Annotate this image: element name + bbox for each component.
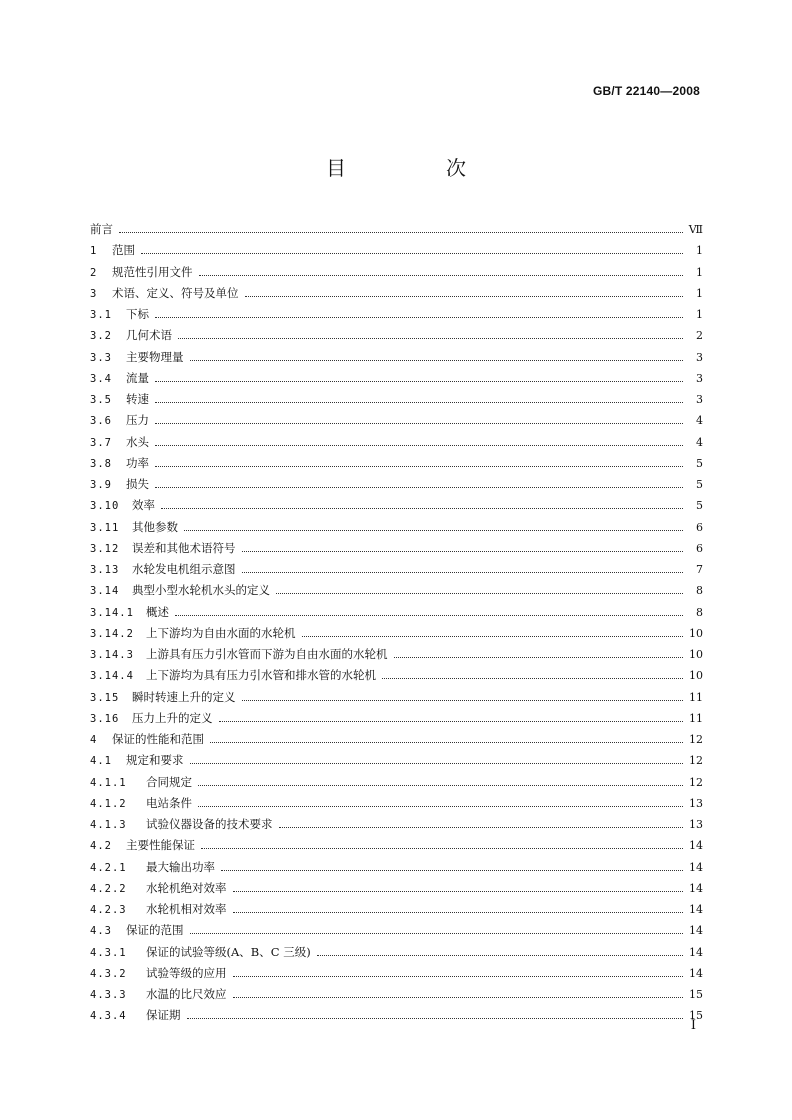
toc-entry-page: 7 (696, 563, 703, 576)
dot-leader (242, 572, 684, 573)
toc-entry-page: 5 (696, 456, 703, 470)
toc-entry-label: 保证的性能和范围 (112, 732, 204, 746)
toc-entry[interactable] (90, 1007, 703, 1028)
toc-entry[interactable] (90, 901, 703, 922)
toc-entry[interactable] (90, 689, 703, 710)
toc-entry[interactable] (90, 327, 703, 348)
toc-entry-page: 15 (689, 988, 703, 1001)
toc-entry[interactable] (90, 922, 703, 943)
toc-entry-page: 12 (689, 754, 703, 768)
toc-entry-number: 3.14.4 (90, 670, 134, 683)
toc-entry-page: 10 (689, 669, 703, 683)
toc-entry-label: 术语、定义、符号及单位 (112, 285, 239, 300)
toc-entry-page: 14 (689, 839, 703, 853)
toc-entry-label: 主要性能保证 (126, 838, 195, 853)
toc-entry[interactable] (90, 349, 703, 370)
toc-entry[interactable] (90, 391, 703, 412)
toc-entry-page: 1 (696, 286, 703, 300)
toc-entry-page: 1 (696, 265, 703, 279)
toc-entry-number: 4.2.2 (90, 882, 127, 895)
toc-entry-page: 5 (696, 478, 703, 491)
toc-entry-page: 10 (689, 626, 703, 640)
toc-entry-label: 规定和要求 (126, 753, 184, 768)
toc-entry-label: 水温的比尺效应 (146, 987, 227, 1001)
toc-entry-page: 5 (696, 499, 703, 513)
dot-leader (175, 615, 683, 616)
dot-leader (219, 721, 684, 722)
dot-leader (161, 508, 683, 509)
dot-leader (178, 338, 683, 339)
toc-entry-page: 13 (689, 796, 703, 810)
toc-entry[interactable] (90, 264, 703, 285)
toc-entry-number: 4.1 (90, 755, 112, 768)
dot-leader (382, 678, 683, 679)
dot-leader (233, 976, 684, 977)
toc-entry[interactable] (90, 859, 703, 880)
toc-entry[interactable] (90, 752, 703, 773)
toc-entry-page: 10 (689, 648, 703, 661)
dot-leader (155, 317, 683, 318)
dot-leader (155, 466, 683, 467)
dot-leader (317, 955, 683, 956)
toc-entry[interactable] (90, 476, 703, 497)
dot-leader (155, 423, 683, 424)
toc-entry-page: 8 (696, 584, 703, 598)
toc-entry-label: 前言 (90, 222, 113, 236)
toc-entry-label: 合同规定 (146, 774, 192, 789)
toc-entry-label: 上下游均为具有压力引水管和排水管的水轮机 (146, 668, 376, 683)
toc-entry[interactable] (90, 795, 703, 816)
toc-entry[interactable] (90, 816, 703, 837)
toc-entry-number: 3.1 (90, 309, 112, 321)
toc-entry-label: 水轮机相对效率 (146, 902, 227, 916)
toc-entry-label: 范围 (112, 243, 135, 258)
toc-entry-number: 3.14.2 (90, 627, 134, 640)
toc-entry-number: 4 (90, 734, 98, 746)
toc-entry-number: 4.3.2 (90, 967, 127, 980)
toc-entry-label: 功率 (126, 455, 149, 470)
toc-entry-number: 3.7 (90, 436, 112, 449)
toc-entry-page: 3 (696, 393, 703, 406)
toc-entry-label: 水头 (126, 434, 149, 449)
toc-entry[interactable] (90, 455, 703, 476)
dot-leader (190, 763, 684, 764)
dot-leader (199, 275, 684, 276)
toc-entry-page: 14 (689, 903, 703, 916)
toc-entry-label: 上游具有压力引水管而下游为自由水面的水轮机 (146, 647, 388, 661)
toc-entry-number: 4.3.3 (90, 989, 127, 1001)
dot-leader (190, 933, 684, 934)
dot-leader (198, 785, 683, 786)
toc-entry-number: 4.2 (90, 840, 112, 853)
toc-entry[interactable] (90, 880, 703, 901)
toc-entry-number: 3.14.1 (90, 606, 134, 619)
toc-entry-number: 2 (90, 266, 98, 279)
toc-entry-label: 最大输出功率 (146, 859, 215, 874)
toc-entry-number: 3.9 (90, 479, 112, 491)
dot-leader (302, 636, 684, 637)
toc-entry-number: 1 (90, 245, 98, 258)
page-number: I (690, 1018, 696, 1033)
toc-entry-page: 3 (696, 350, 703, 364)
toc-entry-page: 6 (696, 520, 703, 534)
dot-leader (210, 742, 683, 743)
toc-entry-label: 转速 (126, 392, 149, 406)
dot-leader (141, 253, 683, 254)
dot-leader (233, 912, 684, 913)
toc-entry[interactable] (90, 285, 703, 306)
toc-entry[interactable] (90, 434, 703, 455)
toc-entry-page: 12 (689, 775, 703, 789)
toc-entry[interactable] (90, 646, 703, 667)
dot-leader (394, 657, 684, 658)
toc-entry-page: 2 (696, 329, 703, 343)
toc-entry-number: 3.12 (90, 542, 120, 555)
toc-entry-number: 3.14 (90, 585, 120, 598)
toc-entry-page: 6 (696, 541, 703, 555)
dot-leader (155, 487, 683, 488)
toc-entry-label: 电站条件 (146, 795, 192, 810)
toc-entry-page: 1 (696, 244, 703, 258)
toc-entry-number: 3.16 (90, 712, 120, 725)
toc-entry-label: 试验仪器设备的技术要求 (146, 817, 273, 831)
toc-entry-number: 3.2 (90, 330, 112, 343)
table-of-contents (90, 221, 703, 1029)
toc-entry-label: 压力 (126, 413, 149, 428)
toc-entry-number: 3.6 (90, 415, 112, 428)
toc-entry-page: 1 (696, 308, 703, 321)
toc-entry-page: 14 (689, 945, 703, 959)
toc-entry-label: 损失 (126, 477, 149, 491)
toc-entry[interactable] (90, 625, 703, 646)
toc-entry[interactable] (90, 667, 703, 688)
toc-entry-number: 4.1.2 (90, 797, 127, 810)
dot-leader (233, 997, 684, 998)
toc-entry[interactable] (90, 965, 703, 986)
toc-entry[interactable] (90, 497, 703, 518)
dot-leader (221, 870, 683, 871)
toc-entry-number: 3.8 (90, 457, 112, 470)
toc-entry[interactable] (90, 370, 703, 391)
toc-entry-page: Ⅶ (688, 223, 703, 236)
toc-entry-label: 典型小型水轮机水头的定义 (132, 583, 270, 598)
toc-entry[interactable] (90, 710, 703, 731)
toc-entry-label: 概述 (146, 604, 169, 619)
toc-entry-page: 14 (689, 860, 703, 874)
toc-entry-number: 3.11 (90, 521, 120, 534)
toc-entry-label: 上下游均为自由水面的水轮机 (146, 625, 296, 640)
toc-entry[interactable] (90, 561, 703, 582)
toc-entry[interactable] (90, 604, 703, 625)
toc-entry-label: 保证的试验等级(A、B、C 三级) (146, 944, 311, 959)
toc-entry-label: 规范性引用文件 (112, 264, 193, 279)
dot-leader (201, 848, 683, 849)
toc-entry-number: 4.1.1 (90, 776, 127, 789)
toc-entry-page: 11 (689, 690, 703, 704)
dot-leader (119, 232, 683, 233)
toc-entry[interactable] (90, 242, 703, 263)
toc-entry-page: 3 (696, 371, 703, 385)
toc-entry[interactable] (90, 837, 703, 858)
toc-entry-number: 3.5 (90, 394, 112, 406)
dot-leader (184, 530, 683, 531)
toc-entry-page: 14 (689, 924, 703, 938)
dot-leader (187, 1018, 684, 1019)
toc-entry-number: 4.3.1 (90, 946, 127, 959)
standard-code: GB/T 22140—2008 (592, 84, 700, 98)
dot-leader (190, 360, 684, 361)
toc-entry-page: 11 (689, 711, 703, 725)
toc-entry-label: 下标 (126, 307, 149, 321)
toc-entry[interactable] (90, 944, 703, 965)
toc-entry-number: 3.10 (90, 500, 120, 513)
toc-entry[interactable] (90, 774, 703, 795)
toc-entry-page: 4 (696, 414, 703, 428)
dot-leader (276, 593, 683, 594)
dot-leader (245, 296, 684, 297)
toc-entry-page: 14 (689, 966, 703, 980)
toc-entry-page: 8 (696, 605, 703, 619)
toc-entry-label: 试验等级的应用 (146, 965, 227, 980)
toc-entry[interactable] (90, 986, 703, 1007)
toc-title: 目 次 (326, 156, 506, 180)
toc-entry-label: 水轮机绝对效率 (146, 880, 227, 895)
toc-entry-number: 3.13 (90, 564, 120, 576)
toc-entry-number: 3 (90, 287, 98, 300)
toc-entry[interactable] (90, 412, 703, 433)
dot-leader (198, 806, 683, 807)
toc-entry-page: 4 (696, 435, 703, 449)
toc-entry-label: 其他参数 (132, 519, 178, 534)
toc-entry-page: 13 (689, 818, 703, 831)
dot-leader (155, 402, 683, 403)
toc-entry-label: 主要物理量 (126, 349, 184, 364)
dot-leader (279, 827, 684, 828)
toc-entry-page: 14 (689, 881, 703, 895)
dot-leader (155, 445, 683, 446)
dot-leader (233, 891, 684, 892)
toc-entry[interactable] (90, 519, 703, 540)
toc-entry-label: 流量 (126, 370, 149, 385)
toc-entry-page: 12 (689, 733, 703, 746)
toc-entry-label: 几何术语 (126, 328, 172, 343)
toc-entry-number: 4.3.4 (90, 1010, 127, 1023)
toc-entry-label: 压力上升的定义 (132, 710, 213, 725)
toc-entry-label: 效率 (132, 498, 155, 513)
toc-entry-number: 3.3 (90, 351, 112, 364)
toc-entry-label: 瞬时转速上升的定义 (132, 689, 236, 704)
toc-entry[interactable] (90, 731, 703, 752)
toc-entry-number: 3.14.3 (90, 649, 134, 661)
dot-leader (242, 551, 684, 552)
toc-entry-label: 水轮发电机组示意图 (132, 562, 236, 576)
toc-entry-number: 3.15 (90, 691, 120, 704)
toc-entry-label: 误差和其他术语符号 (132, 540, 236, 555)
toc-entry[interactable] (90, 582, 703, 603)
toc-entry-number: 4.3 (90, 925, 112, 938)
dot-leader (242, 700, 684, 701)
toc-entry-page: 15 (689, 1009, 703, 1023)
dot-leader (155, 381, 683, 382)
toc-entry-number: 4.1.3 (90, 819, 127, 831)
toc-entry[interactable] (90, 306, 703, 327)
toc-entry-number: 4.2.3 (90, 904, 127, 916)
toc-entry[interactable] (90, 221, 703, 242)
toc-entry-label: 保证的范围 (126, 923, 184, 938)
toc-entry-number: 3.4 (90, 372, 112, 385)
toc-entry-label: 保证期 (146, 1008, 181, 1023)
toc-entry-number: 4.2.1 (90, 861, 127, 874)
toc-entry[interactable] (90, 540, 703, 561)
